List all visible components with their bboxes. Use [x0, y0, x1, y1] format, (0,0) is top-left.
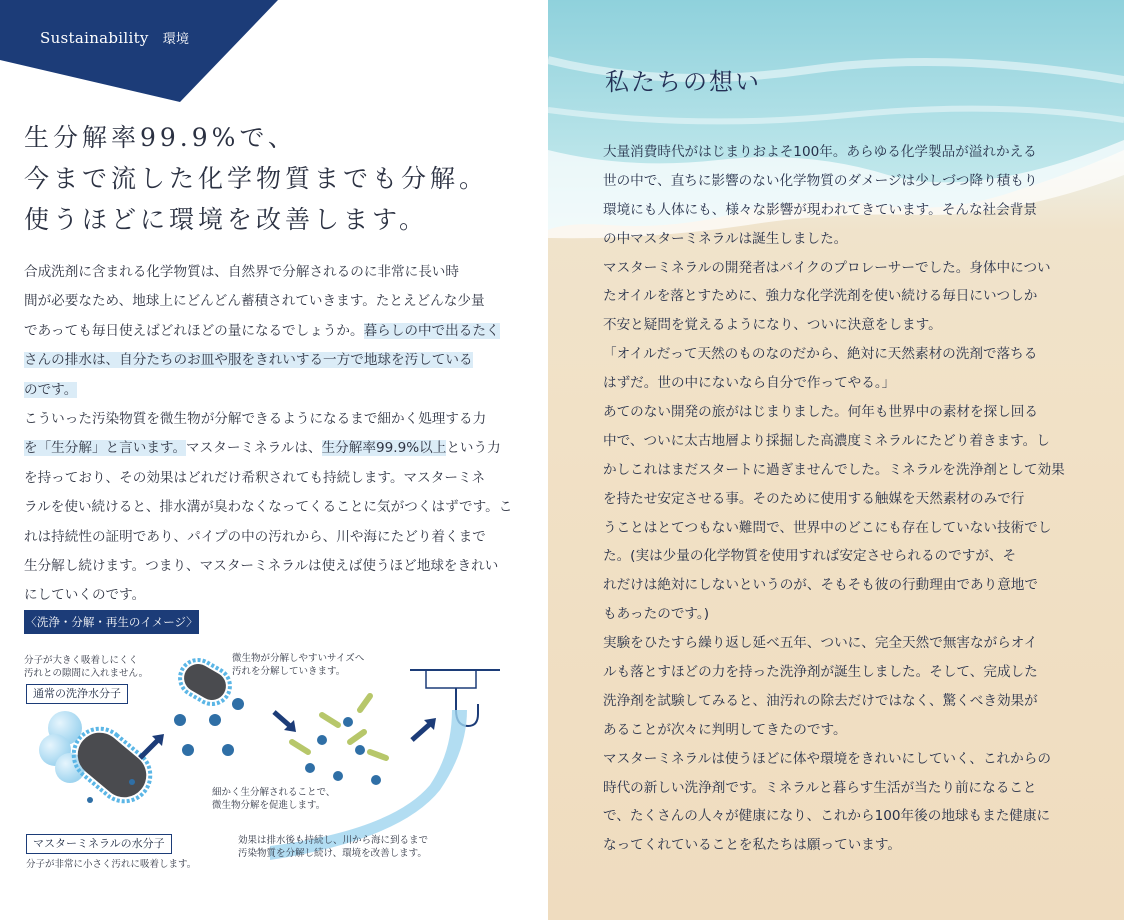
body-text-segment: 合成洗剤に含まれる化学物質は、自然界で分解されるのに非常に長い時 — [24, 264, 459, 280]
story-line: れだけは絶対にしないというのが、そもそも彼の行動理由であり意地で — [603, 577, 1038, 594]
story-line: マスターミネラルは使うほどに体や環境をきれいにしていく、これからの — [603, 750, 1051, 767]
cleaning-diagram — [20, 640, 530, 880]
body-line — [24, 376, 514, 405]
highlighted-text: のです。 — [24, 381, 78, 398]
story-line: はずだ。世の中にないなら自分で作ってやる。」 — [603, 375, 896, 392]
body-text-segment: を持っており、その効果はどれだけ希釈されても持続します。マスターミネ — [24, 469, 486, 486]
note-master: 分子が非常に小さく汚れに吸着します。 — [26, 859, 197, 870]
body-line — [24, 523, 514, 552]
sustainability-banner — [0, 0, 278, 102]
note-line: 微生物分解を促進します。 — [212, 800, 326, 811]
note-line: 微生物が分解しやすいサイズへ — [232, 653, 365, 664]
highlighted-text: 暮らしの中で出るたく — [363, 322, 500, 339]
intro-paragraph — [24, 258, 514, 611]
body-line — [24, 405, 514, 434]
note-line: 細かく生分解されることで、 — [212, 787, 336, 798]
body-line — [24, 464, 514, 493]
note-line: 分子が大きく吸着しにくく — [24, 655, 139, 666]
body-line — [24, 493, 514, 522]
label-master-molecule: マスターミネラルの水分子 — [26, 834, 172, 854]
highlighted-text: 生分解率99.9%以上 — [321, 440, 447, 457]
note-fine — [212, 786, 335, 812]
headline — [24, 117, 488, 240]
arrow-icon — [140, 740, 158, 758]
decomposed-rods — [292, 696, 386, 758]
body-line — [24, 552, 514, 581]
body-text-segment: マスターミネラルは、 — [186, 440, 322, 457]
story-line: うことはとてつもない難問で、世界中のどこにも存在していない技術でし — [603, 519, 1052, 536]
body-text-segment: 間が必要なため、地球上にどんどん蓄積されていきます。たとえどんな少量 — [24, 293, 485, 310]
headline-line: 今まで流した化学物質までも分解。 — [24, 164, 489, 193]
body-text-segment: にしていくのです。 — [24, 587, 146, 604]
story-line: た。(実は少量の化学物質を使用すれば安定させられるのですが、そ — [603, 548, 1017, 565]
left-page — [0, 0, 548, 920]
body-text-segment: こういった汚染物質を微生物が分解できるようになるまで細かく処理する力 — [24, 410, 487, 427]
story-line: ルも落とすほどの力を持った洗浄剤が誕生しました。そして、完成した — [603, 664, 1038, 681]
banner-jp: 環境 — [162, 32, 190, 47]
body-text-segment: であっても毎日使えばどれほどの量になるでしょうか。 — [24, 322, 364, 339]
section-title: 私たちの想い — [605, 68, 761, 96]
story-line: 洗浄剤を試験してみると、油汚れの除去だけではなく、驚くべき効果が — [603, 692, 1038, 709]
story-paragraph — [603, 138, 1073, 860]
banner-label — [40, 28, 189, 47]
body-line — [24, 434, 514, 463]
highlighted-text: を「生分解」と言います。 — [24, 440, 187, 457]
highlighted-text: さんの排水は、自分たちのお皿や服をきれいする一方で地球を汚している — [24, 352, 473, 369]
story-line: 中で、ついに太古地層より採掘した高濃度ミネラルにたどり着きます。し — [603, 432, 1050, 449]
story-line: で、たくさんの人々が健康になり、これから100年後の地球もまた健康に — [603, 808, 1051, 825]
arrow-icon — [274, 712, 290, 726]
note-line: 汚染物質を分解し続け、環境を改善します。 — [238, 848, 427, 859]
note-top-left — [24, 654, 148, 680]
story-line: 「オイルだって天然のものなのだから、絶対に天然素材の洗剤で落ちる — [603, 346, 1038, 363]
note-line: 効果は排水後も持続し、川から海に到るまで — [238, 835, 429, 846]
body-line — [24, 287, 514, 316]
body-line — [24, 581, 514, 610]
body-line — [24, 346, 514, 375]
story-line: を持たせ安定させる事。そのために使用する触媒を天然素材のみで行 — [603, 490, 1025, 507]
body-text-segment: れは持続性の証明であり、パイプの中の汚れから、川や海にたどり着くまで — [24, 528, 486, 545]
body-text-segment: ラルを使い続けると、排水溝が臭わなくなってくることに気がつくはずです。こ — [24, 499, 513, 516]
banner-en: Sustainability — [40, 29, 149, 47]
story-line: たオイルを落とすために、強力な化学洗剤を使い続ける毎日にいつしか — [603, 288, 1038, 305]
story-line: 不安と疑問を覚えるようになり、ついに決意をします。 — [603, 317, 942, 334]
story-line: もあったのです。) — [603, 606, 710, 623]
sink-icon — [426, 670, 476, 688]
body-line — [24, 258, 514, 287]
story-line: なってくれていることを私たちは願っています。 — [603, 837, 901, 854]
note-effect — [238, 834, 428, 860]
story-line: かしこれはまだスタートに過ぎませんでした。ミネラルを洗浄剤として効果 — [603, 461, 1065, 478]
arrow-icon — [412, 724, 430, 740]
story-line: あることが次々に判明してきたのです。 — [603, 721, 847, 738]
body-text-segment: という力 — [446, 440, 501, 457]
label-normal-molecule: 通常の洗浄水分子 — [26, 684, 128, 704]
headline-line: 使うほどに環境を改善します。 — [24, 205, 429, 234]
story-line: 世の中で、直ちに影響のない化学物質のダメージは少しづつ降り積もり — [603, 172, 1038, 189]
note-line: 汚れとの隙間に入れません。 — [24, 668, 149, 679]
body-text-segment: 生分解し続けます。つまり、マスターミネラルは使えば使うほど地球をきれい — [24, 557, 499, 574]
story-line: あてのない開発の旅がはじまりました。何年も世界中の素材を探し回る — [603, 404, 1038, 421]
diagram-caption: 〈洗浄・分解・再生のイメージ〉 — [24, 610, 199, 634]
story-line: 大量消費時代がはじまりおよそ100年。あらゆる化学製品が溢れかえる — [603, 144, 1037, 160]
note-microbe — [232, 652, 364, 678]
story-line: の中マスターミネラルは誕生しました。 — [603, 230, 848, 247]
microbe-dirt — [173, 653, 236, 710]
story-line: 実験をひたすら繰り返し延べ五年、ついに、完全天然で無害ながらオイ — [603, 635, 1038, 652]
story-line: 環境にも人体にも、様々な影響が現われてきています。そんな社会背景 — [603, 201, 1037, 218]
story-line: マスターミネラルの開発者はバイクのプロレーサーでした。身体中につい — [603, 259, 1051, 276]
headline-line: 生分解率99.9%で、 — [24, 123, 297, 152]
body-line — [24, 317, 514, 346]
story-line: 時代の新しい洗浄剤です。ミネラルと暮らす生活が当たり前になること — [603, 779, 1037, 796]
microbe-particles — [174, 698, 244, 756]
note-line: 汚れを分解していきます。 — [232, 666, 346, 677]
